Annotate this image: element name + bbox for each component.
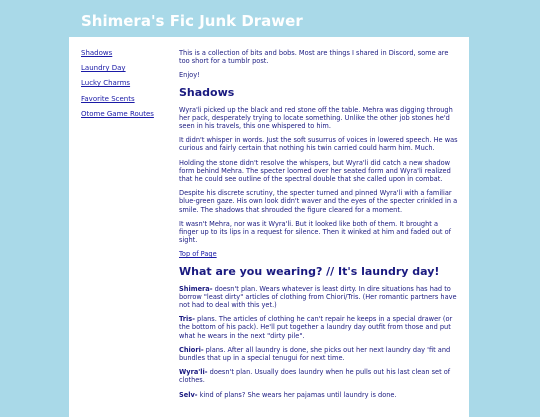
top-of-page-paragraph — [179, 250, 459, 258]
laundry-entry — [179, 346, 459, 362]
intro-text: This is a collection of bits and bobs. Most are things I shared in Discord, some are too short for a tumblr post. — [179, 49, 449, 66]
section-heading-laundry: What are you wearing? // It's laundry day! — [179, 264, 440, 278]
sidebar-item-otome-game-routes[interactable]: Otome Game Routes — [81, 109, 154, 118]
entry-text: kind of plans? She wears her pajamas until laundry is done. — [197, 390, 397, 399]
header-bar — [0, 0, 540, 34]
character-name: Selv- — [179, 390, 198, 399]
laundry-entry — [179, 368, 459, 384]
laundry-entry — [179, 391, 459, 399]
entry-text: plans. The articles of clothing he can't repair he keeps in a special drawer (or the bottom of his pack). He'll put together a laundry day outfit from those and put what he wears in the next "dirty pile". — [179, 315, 453, 340]
character-name: Wyra'li- — [179, 368, 208, 377]
character-name: Tris- — [179, 315, 195, 324]
top-of-page-link[interactable]: Top of Page — [179, 250, 217, 259]
story-paragraph: Holding the stone didn't resolve the whispers, but Wyra'li did catch a new shadow form behind Mehra. The specter loomed over her seated form and Wyra'li realized that he could see outline of the spectral double that she called upon in combat. — [179, 158, 451, 184]
laundry-entry — [179, 285, 459, 310]
main-content — [179, 49, 459, 405]
enjoy-text: Enjoy! — [179, 71, 200, 80]
sidebar-item-shadows[interactable]: Shadows — [81, 49, 113, 57]
sidebar-item-lucky-charms[interactable]: Lucky Charms — [81, 79, 131, 88]
laundry-entry — [179, 315, 459, 340]
story-paragraph: Despite his discrete scrutiny, the specter turned and pinned Wyra'li with a familiar blue-green gaze. His own look didn't waver and the eyes of the specter crinkled in a smile. The shadows that shrouded the figure cleared for a moment. — [179, 189, 458, 214]
sidebar-item-laundry-day[interactable]: Laundry Day — [81, 64, 126, 73]
entry-text: doesn't plan. Wears whatever is least dirty. In dire situations has had to borrow "least dirty" articles of clothing from Chiori/Tris. (Her romantic partners have not had to deal with this yet.) — [179, 284, 457, 310]
story-paragraph: It didn't whisper in words. Just the soft susurrus of voices in lowered speech. He was curious and fairly certain that nothing his twin carried could harm him. Much. — [179, 136, 458, 153]
story-paragraph: Wyra'li picked up the black and red stone off the table. Mehra was digging through her pack, desperately trying to locate something. Unlike the other job stones he'd seen in his travels, this one whispered to him. — [179, 105, 453, 131]
entry-text: doesn't plan. Usually does laundry when he pulls out his last clean set of clothes. — [179, 368, 451, 385]
section-heading-shadows: Shadows — [179, 85, 235, 99]
story-paragraph: It wasn't Mehra, nor was it Wyra'li. But it looked like both of them. It brought a finger up to its lips in a request for silence. Then it winked at him and faded out of sight. — [179, 219, 451, 245]
site-title: Shimera's Fic Junk Drawer — [81, 12, 303, 30]
sidebar-nav — [81, 48, 171, 124]
character-name: Shimera- — [179, 284, 213, 293]
character-name: Chiori- — [179, 345, 204, 354]
sidebar-item-favorite-scents[interactable]: Favorite Scents — [81, 94, 135, 103]
entry-text: plans. After all laundry is done, she picks out her next laundry day 'fit and bundles that up in a special tenugui for next time. — [179, 345, 451, 363]
